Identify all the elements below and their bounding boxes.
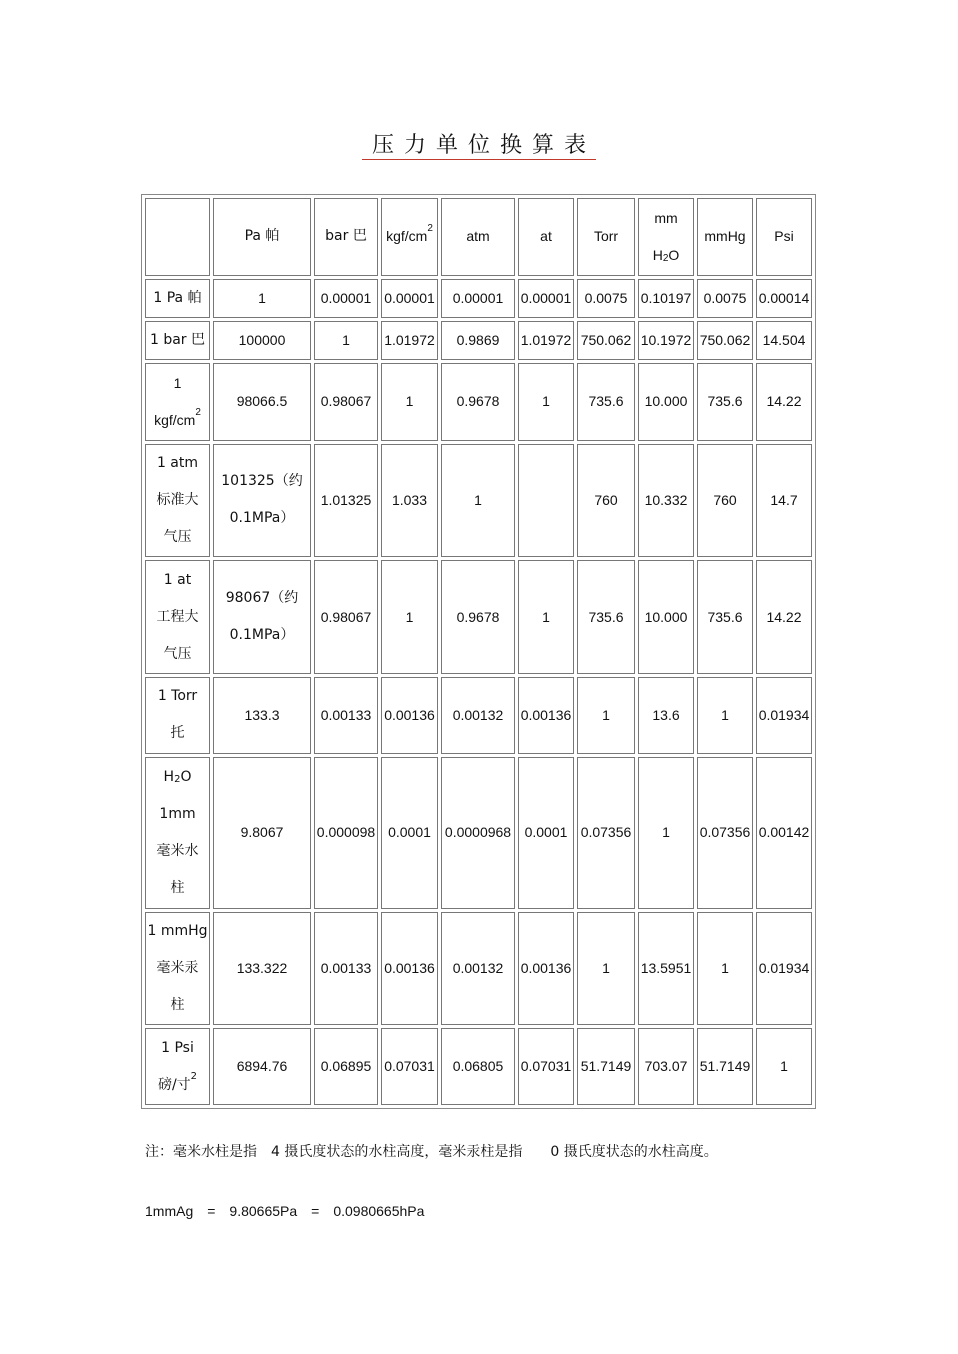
table-row bbox=[145, 677, 812, 754]
table-cell: 1 bbox=[577, 912, 635, 1026]
table-cell: 0.07356 bbox=[697, 757, 753, 909]
row-header-kgf: 1 kgf/$cm^2$ bbox=[145, 363, 210, 441]
table-cell: 0.10197 bbox=[638, 279, 694, 318]
table-cell: 735.6 bbox=[577, 363, 635, 441]
col-header-at: at bbox=[518, 198, 574, 276]
table-cell: 0.98067 bbox=[314, 560, 378, 674]
corner-cell bbox=[145, 198, 210, 276]
conversion-table-frame bbox=[141, 194, 816, 1109]
table-cell: 1 bbox=[213, 279, 311, 318]
table-cell: 1 bbox=[518, 560, 574, 674]
table-cell: 0.00001 bbox=[518, 279, 574, 318]
table-cell: 0.00136 bbox=[381, 912, 438, 1026]
table-cell: 0.00014 bbox=[756, 279, 812, 318]
table-cell: 760 bbox=[697, 444, 753, 558]
table-cell: 703.07 bbox=[638, 1028, 694, 1105]
row-header-mmhg: 1 mmHg 毫米汞 柱 bbox=[145, 912, 210, 1026]
col-header-kgf: kgf/$cm^2$ bbox=[381, 198, 438, 276]
table-cell: 14.22 bbox=[756, 560, 812, 674]
formula-line: 1mmAg = 9.80665Pa = 0.0980665hPa bbox=[145, 1203, 425, 1219]
table-cell: 1 bbox=[518, 363, 574, 441]
table-cell: 735.6 bbox=[697, 363, 753, 441]
table-cell: 1.033 bbox=[381, 444, 438, 558]
table-cell: 51.7149 bbox=[697, 1028, 753, 1105]
table-cell: 1 bbox=[381, 560, 438, 674]
table-cell: 98067（约 0.1MPa） bbox=[213, 560, 311, 674]
table-cell: 0.07031 bbox=[518, 1028, 574, 1105]
table-cell: 1 bbox=[638, 757, 694, 909]
title-text: 压力单位换算表 bbox=[362, 133, 596, 160]
table-cell: 0.0000968 bbox=[441, 757, 515, 909]
table-cell: 1 bbox=[697, 912, 753, 1026]
table-cell: 735.6 bbox=[697, 560, 753, 674]
table-row bbox=[145, 321, 812, 360]
table-cell: 1 bbox=[441, 444, 515, 558]
table-cell: 0.00001 bbox=[381, 279, 438, 318]
table-row bbox=[145, 757, 812, 909]
table-cell: 0.00142 bbox=[756, 757, 812, 909]
table-cell: 0.0075 bbox=[697, 279, 753, 318]
table-cell: 0.0075 bbox=[577, 279, 635, 318]
col-header-mmh2o: mm $H_2O$ bbox=[638, 198, 694, 276]
table-row bbox=[145, 912, 812, 1026]
table-cell: 0.00136 bbox=[518, 677, 574, 754]
table-cell: 0.00136 bbox=[518, 912, 574, 1026]
table-cell: 0.07031 bbox=[381, 1028, 438, 1105]
table-cell: 0.00133 bbox=[314, 677, 378, 754]
table-cell: 101325（约 0.1MPa） bbox=[213, 444, 311, 558]
table-cell: 0.00133 bbox=[314, 912, 378, 1026]
table-cell: 14.22 bbox=[756, 363, 812, 441]
table-cell: 0.00132 bbox=[441, 677, 515, 754]
table-cell: 133.322 bbox=[213, 912, 311, 1026]
table-cell: 0.01934 bbox=[756, 677, 812, 754]
table-cell: 10.1972 bbox=[638, 321, 694, 360]
table-cell: 1 bbox=[697, 677, 753, 754]
table-cell: 735.6 bbox=[577, 560, 635, 674]
table-cell: 760 bbox=[577, 444, 635, 558]
table-cell: 0.9678 bbox=[441, 363, 515, 441]
row-header-bar: 1 bar 巴 bbox=[145, 321, 210, 360]
row-header-mmh2o: $H_2O$ 1mm 毫米水 柱 bbox=[145, 757, 210, 909]
footnote: 注：毫米水柱是指 4 摄氏度状态的水柱高度，毫米汞柱是指 0 摄氏度状态的水柱高度。 bbox=[145, 1144, 718, 1160]
row-header-pa: 1 Pa 帕 bbox=[145, 279, 210, 318]
table-cell: 0.00132 bbox=[441, 912, 515, 1026]
table-cell: 0.000098 bbox=[314, 757, 378, 909]
table-cell: 1.01325 bbox=[314, 444, 378, 558]
table-cell: 13.5951 bbox=[638, 912, 694, 1026]
table-cell: 0.0001 bbox=[518, 757, 574, 909]
table-row bbox=[145, 560, 812, 674]
table-cell: 14.7 bbox=[756, 444, 812, 558]
col-header-bar: bar 巴 bbox=[314, 198, 378, 276]
table-cell: 0.9678 bbox=[441, 560, 515, 674]
row-header-atm: 1 atm 标准大 气压 bbox=[145, 444, 210, 558]
table-cell: 13.6 bbox=[638, 677, 694, 754]
table-cell: 1 bbox=[381, 363, 438, 441]
table-cell: 100000 bbox=[213, 321, 311, 360]
table-cell: 10.000 bbox=[638, 363, 694, 441]
table-cell: 10.332 bbox=[638, 444, 694, 558]
table-cell: 1.01972 bbox=[381, 321, 438, 360]
table-row bbox=[145, 363, 812, 441]
table-row bbox=[145, 279, 812, 318]
page-title bbox=[0, 128, 958, 159]
table-cell: 0.00001 bbox=[314, 279, 378, 318]
table-cell: 98066.5 bbox=[213, 363, 311, 441]
table-cell: 0.98067 bbox=[314, 363, 378, 441]
table-cell: 750.062 bbox=[697, 321, 753, 360]
table-cell: 0.07356 bbox=[577, 757, 635, 909]
table-cell: 14.504 bbox=[756, 321, 812, 360]
table-cell bbox=[518, 444, 574, 558]
pressure-conversion-table bbox=[142, 195, 815, 1108]
col-header-atm: atm bbox=[441, 198, 515, 276]
table-cell: 1.01972 bbox=[518, 321, 574, 360]
col-header-mmhg: mmHg bbox=[697, 198, 753, 276]
table-cell: 6894.76 bbox=[213, 1028, 311, 1105]
col-header-torr: Torr bbox=[577, 198, 635, 276]
table-cell: 0.00136 bbox=[381, 677, 438, 754]
row-header-torr: 1 Torr 托 bbox=[145, 677, 210, 754]
row-header-psi: 1 Psi 磅/寸$^2$ bbox=[145, 1028, 210, 1105]
table-row bbox=[145, 444, 812, 558]
table-cell: 133.3 bbox=[213, 677, 311, 754]
table-cell: 0.00001 bbox=[441, 279, 515, 318]
table-cell: 0.06805 bbox=[441, 1028, 515, 1105]
table-cell: 10.000 bbox=[638, 560, 694, 674]
col-header-pa: Pa 帕 bbox=[213, 198, 311, 276]
table-cell: 0.06895 bbox=[314, 1028, 378, 1105]
table-cell: 1 bbox=[756, 1028, 812, 1105]
table-cell: 0.0001 bbox=[381, 757, 438, 909]
table-cell: 750.062 bbox=[577, 321, 635, 360]
table-cell: 1 bbox=[577, 677, 635, 754]
row-header-at: 1 at 工程大 气压 bbox=[145, 560, 210, 674]
table-cell: 1 bbox=[314, 321, 378, 360]
col-header-psi: Psi bbox=[756, 198, 812, 276]
table-cell: 0.01934 bbox=[756, 912, 812, 1026]
table-row bbox=[145, 1028, 812, 1105]
header-row bbox=[145, 198, 812, 276]
table-cell: 9.8067 bbox=[213, 757, 311, 909]
table-cell: 0.9869 bbox=[441, 321, 515, 360]
table-cell: 51.7149 bbox=[577, 1028, 635, 1105]
